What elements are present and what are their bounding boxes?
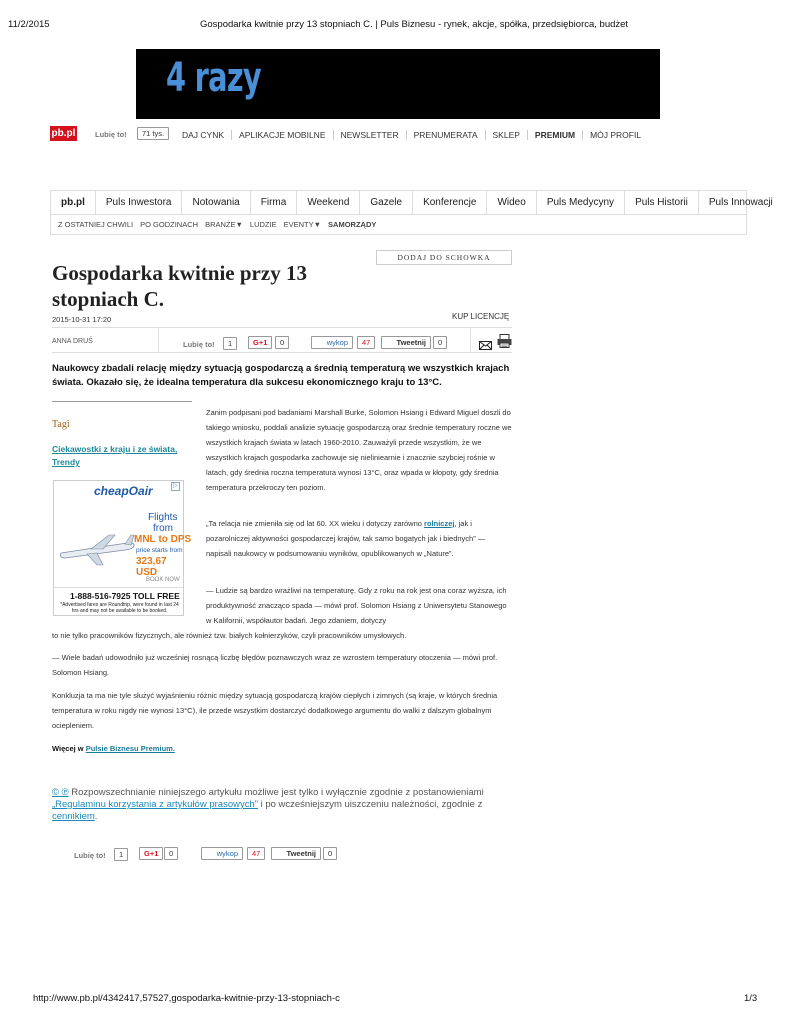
nav-aplikacje[interactable]: APLIKACJE MOBILNE [231,130,332,140]
premium-link[interactable]: Pulsie Biznesu Premium. [85,744,175,753]
sub-nav-ostatnia-chwila[interactable]: Z OSTATNIEJ CHWILI [58,220,134,229]
article-title: Gospodarka kwitnie przy 13 stopniach C. [52,261,307,311]
sidebar-divider [52,401,192,402]
cennik-link[interactable]: cennikiem [52,811,95,822]
sub-nav-ludzie[interactable]: LUDZIE [249,220,277,229]
wykop-counter-bottom: 47 [247,847,265,860]
article-paragraph-3b: to nie tylko pracowników fizycznych, ale również tzw. białych kołnierzyków, czyli pracowników umysłowych. [52,631,407,640]
gplus-button-bottom[interactable]: G+1 [139,847,163,860]
main-nav-wideo[interactable]: Wideo [487,191,536,214]
fb-like-label-bottom[interactable]: Lubię to! [74,851,106,860]
main-nav [50,190,773,235]
article-paragraph-3a: — Ludzie są bardzo wrażliwi na temperaturę. Gdy z roku na rok jest ona coraz wyższa, ich produktywność znacząco spada — mówi prof. Solomon Hsiang z Uniwersytetu Stanowego w Kalifornii, współautor badań. Jego zdaniem, dotyczy [206,586,507,625]
tweet-counter-bottom: 0 [323,847,337,860]
more-premium: Więcej w Pulsie Biznesu Premium. [52,744,175,753]
wykop-button-bottom[interactable]: wykop [201,847,243,860]
sub-nav-branze[interactable]: BRANŻE▼ [205,220,243,229]
print-page-number: 1/3 [744,993,758,1004]
article-paragraph-1: Zanim podpisani pod badaniami Marshall Burke, Solomon Hsiang i Edward Miguel doszli do takiego wniosku, poddali analizie sytuację gospodarczą oraz średnie temperatury roczne we wszystkich krajach świata w latach 1960-2010. Zauważyli przede wszystkim, że we wszystkich krajach gospodarka zachowuje się nieliniearnie i znacznie szybciej rośnie w latach, gdy średnia roczna temperatura wynosi 13°C, oraz wpada w kłopoty, gdy średnia temperatura przekroczy ten poziom. [206,408,512,492]
main-nav-puls-innowacji[interactable]: Puls Innowacji [708,197,773,208]
ad-price-label: price starts from [136,547,183,554]
site-logo[interactable]: pb.pl [51,128,76,139]
copyright-icon[interactable]: © ℗ [52,787,69,798]
sub-nav-eventy[interactable]: EVENTY▼ [283,220,322,229]
sub-nav-samorzady[interactable]: SAMORZĄDY [328,220,377,229]
fb-like-counter-bottom: 1 [114,848,128,861]
like-counter: 71 tys. [137,127,169,140]
fb-like-label[interactable]: Lubię to! [183,340,215,349]
top-banner-ad[interactable] [136,49,660,119]
copyright-notice: © ℗ Rozpowszechnianie niniejszego artykułu możliwe jest tylko i wyłącznie zgodnie z postanowieniami „Regulaminu korzystania z artykułów prasowych” i po wcześniejszym uiszczeniu należności, zgodnie z cennikiem. [52,787,484,822]
article-paragraph-5: Konkluzja ta ma nie tyle służyć wyjaśnieniu różnic między sytuacją gospodarczą krajów ciepłych i zimnych (są kraje, w których średnia temperatura w roku nigdy nie wynosi 13°C), ile przede wszystkim dostarczyć dodatkowego argumentu do walki z dalszym globalnym ociepleniem. [52,691,498,730]
nav-sklep[interactable]: SKLEP [485,130,527,140]
print-icon[interactable] [497,334,512,353]
ad-line2: from [153,523,173,534]
nav-prenumerata[interactable]: PRENUMERATA [406,130,485,140]
ad-note: *Advertised fares are Roundtrip, were found in last 24 hrs and may not be available to be booked. [60,602,179,614]
main-nav-firma[interactable]: Firma [251,191,298,214]
nav-moj-profil[interactable]: MÓJ PROFIL [582,130,648,140]
tweet-button-bottom[interactable]: Tweetnij [271,847,321,860]
article-paragraph-2: „Ta relacja nie zmieniła się od lat 60. XX wieku i dotyczy zarówno rolniczej, jak i pozarolniczej aktywności gospodarczej krajów, tak samo bogatych jak i biednych” — napisali naukowcy w podsumowaniu wyników, opublikowanych w „Nature”. [206,519,486,558]
article-lead: Naukowcy zbadali relację między sytuacją gospodarczą a średnią temperaturą we wszystkich krajach świata. Okazało się, że idealna temperatura dla sukcesu ekonomicznego kraju to 13°C. [52,363,510,388]
tags-heading: Tagi [52,419,70,430]
gplus-counter-bottom: 0 [164,847,178,860]
main-nav-weekend[interactable]: Weekend [297,191,360,214]
sidebar-ad[interactable] [53,480,192,616]
main-nav-notowania[interactable]: Notowania [182,191,250,214]
ad-phone: 1-888-516-7925 TOLL FREE [70,591,180,601]
print-page-title: Gospodarka kwitnie przy 13 stopniach C. | Puls Biznesu - rynek, akcje, spółka, przedsiębiorca, budżet [200,19,629,30]
like-label[interactable]: Lubię to! [95,130,127,139]
nav-daj-cynk[interactable]: DAJ CYNK [182,130,225,140]
tags-links[interactable]: Ciekawostki z kraju i ze świata, Trendy [52,444,178,467]
nav-newsletter[interactable]: NEWSLETTER [333,130,406,140]
main-nav-konferencje[interactable]: Konferencje [413,191,487,214]
ad-price: 323,67 USD [136,556,167,578]
ad-book-now[interactable]: BOOK NOW [146,577,180,583]
ad-brand: cheapOair [94,484,153,498]
regulamin-link[interactable]: „Regulaminu korzystania z artykułów prasowych” [52,799,258,810]
ad-route-from: MNL [134,534,156,545]
banner-text: 4 razy [166,55,261,101]
ad-route [134,534,191,545]
main-nav-puls-inwestora[interactable]: Puls Inwestora [96,191,183,214]
airplane-icon [57,529,137,574]
tweet-counter: 0 [433,336,447,349]
main-nav-pbpl[interactable]: pb.pl [51,191,96,214]
ad-line1: Flights [148,512,178,523]
tweet-button[interactable]: Tweetnij [381,336,431,349]
top-nav [175,130,648,140]
buy-license-link[interactable]: KUP LICENCJĘ [452,312,510,321]
wykop-counter: 47 [357,336,375,349]
main-nav-puls-medycyny[interactable]: Puls Medycyny [537,191,625,214]
main-nav-puls-historii[interactable]: Puls Historii [625,191,699,214]
article-date: 2015-10-31 17:20 [52,315,112,324]
ad-choices-icon[interactable]: ▷ [171,482,180,491]
wykop-button[interactable]: wykop [311,336,353,349]
fb-like-counter: 1 [223,337,237,350]
sub-nav-po-godzinach[interactable]: PO GODZINACH [140,220,199,229]
gplus-counter: 0 [275,336,289,349]
nav-premium[interactable]: PREMIUM [527,130,582,140]
print-date: 11/2/2015 [8,19,50,30]
ad-route-to: to DPS [158,534,192,545]
print-url: http://www.pb.pl/4342417,57527,gospodarka-kwitnie-przy-13-stopniach-c [33,993,340,1004]
rolniczej-link[interactable]: rolniczej [424,519,455,528]
gplus-button[interactable]: G+1 [248,336,272,349]
article-author: ANNA DRUŚ [52,338,93,345]
main-nav-gazele[interactable]: Gazele [360,191,413,214]
article-paragraph-4: — Wiele badań udowodniło już wcześniej rosnącą liczbę błędów poznawczych wraz ze wzrostem temperatury otoczenia — mówi prof. Solomon Hsiang. [52,653,498,677]
save-to-clipboard-button[interactable]: DODAJ DO SCHOWKA [376,250,512,265]
